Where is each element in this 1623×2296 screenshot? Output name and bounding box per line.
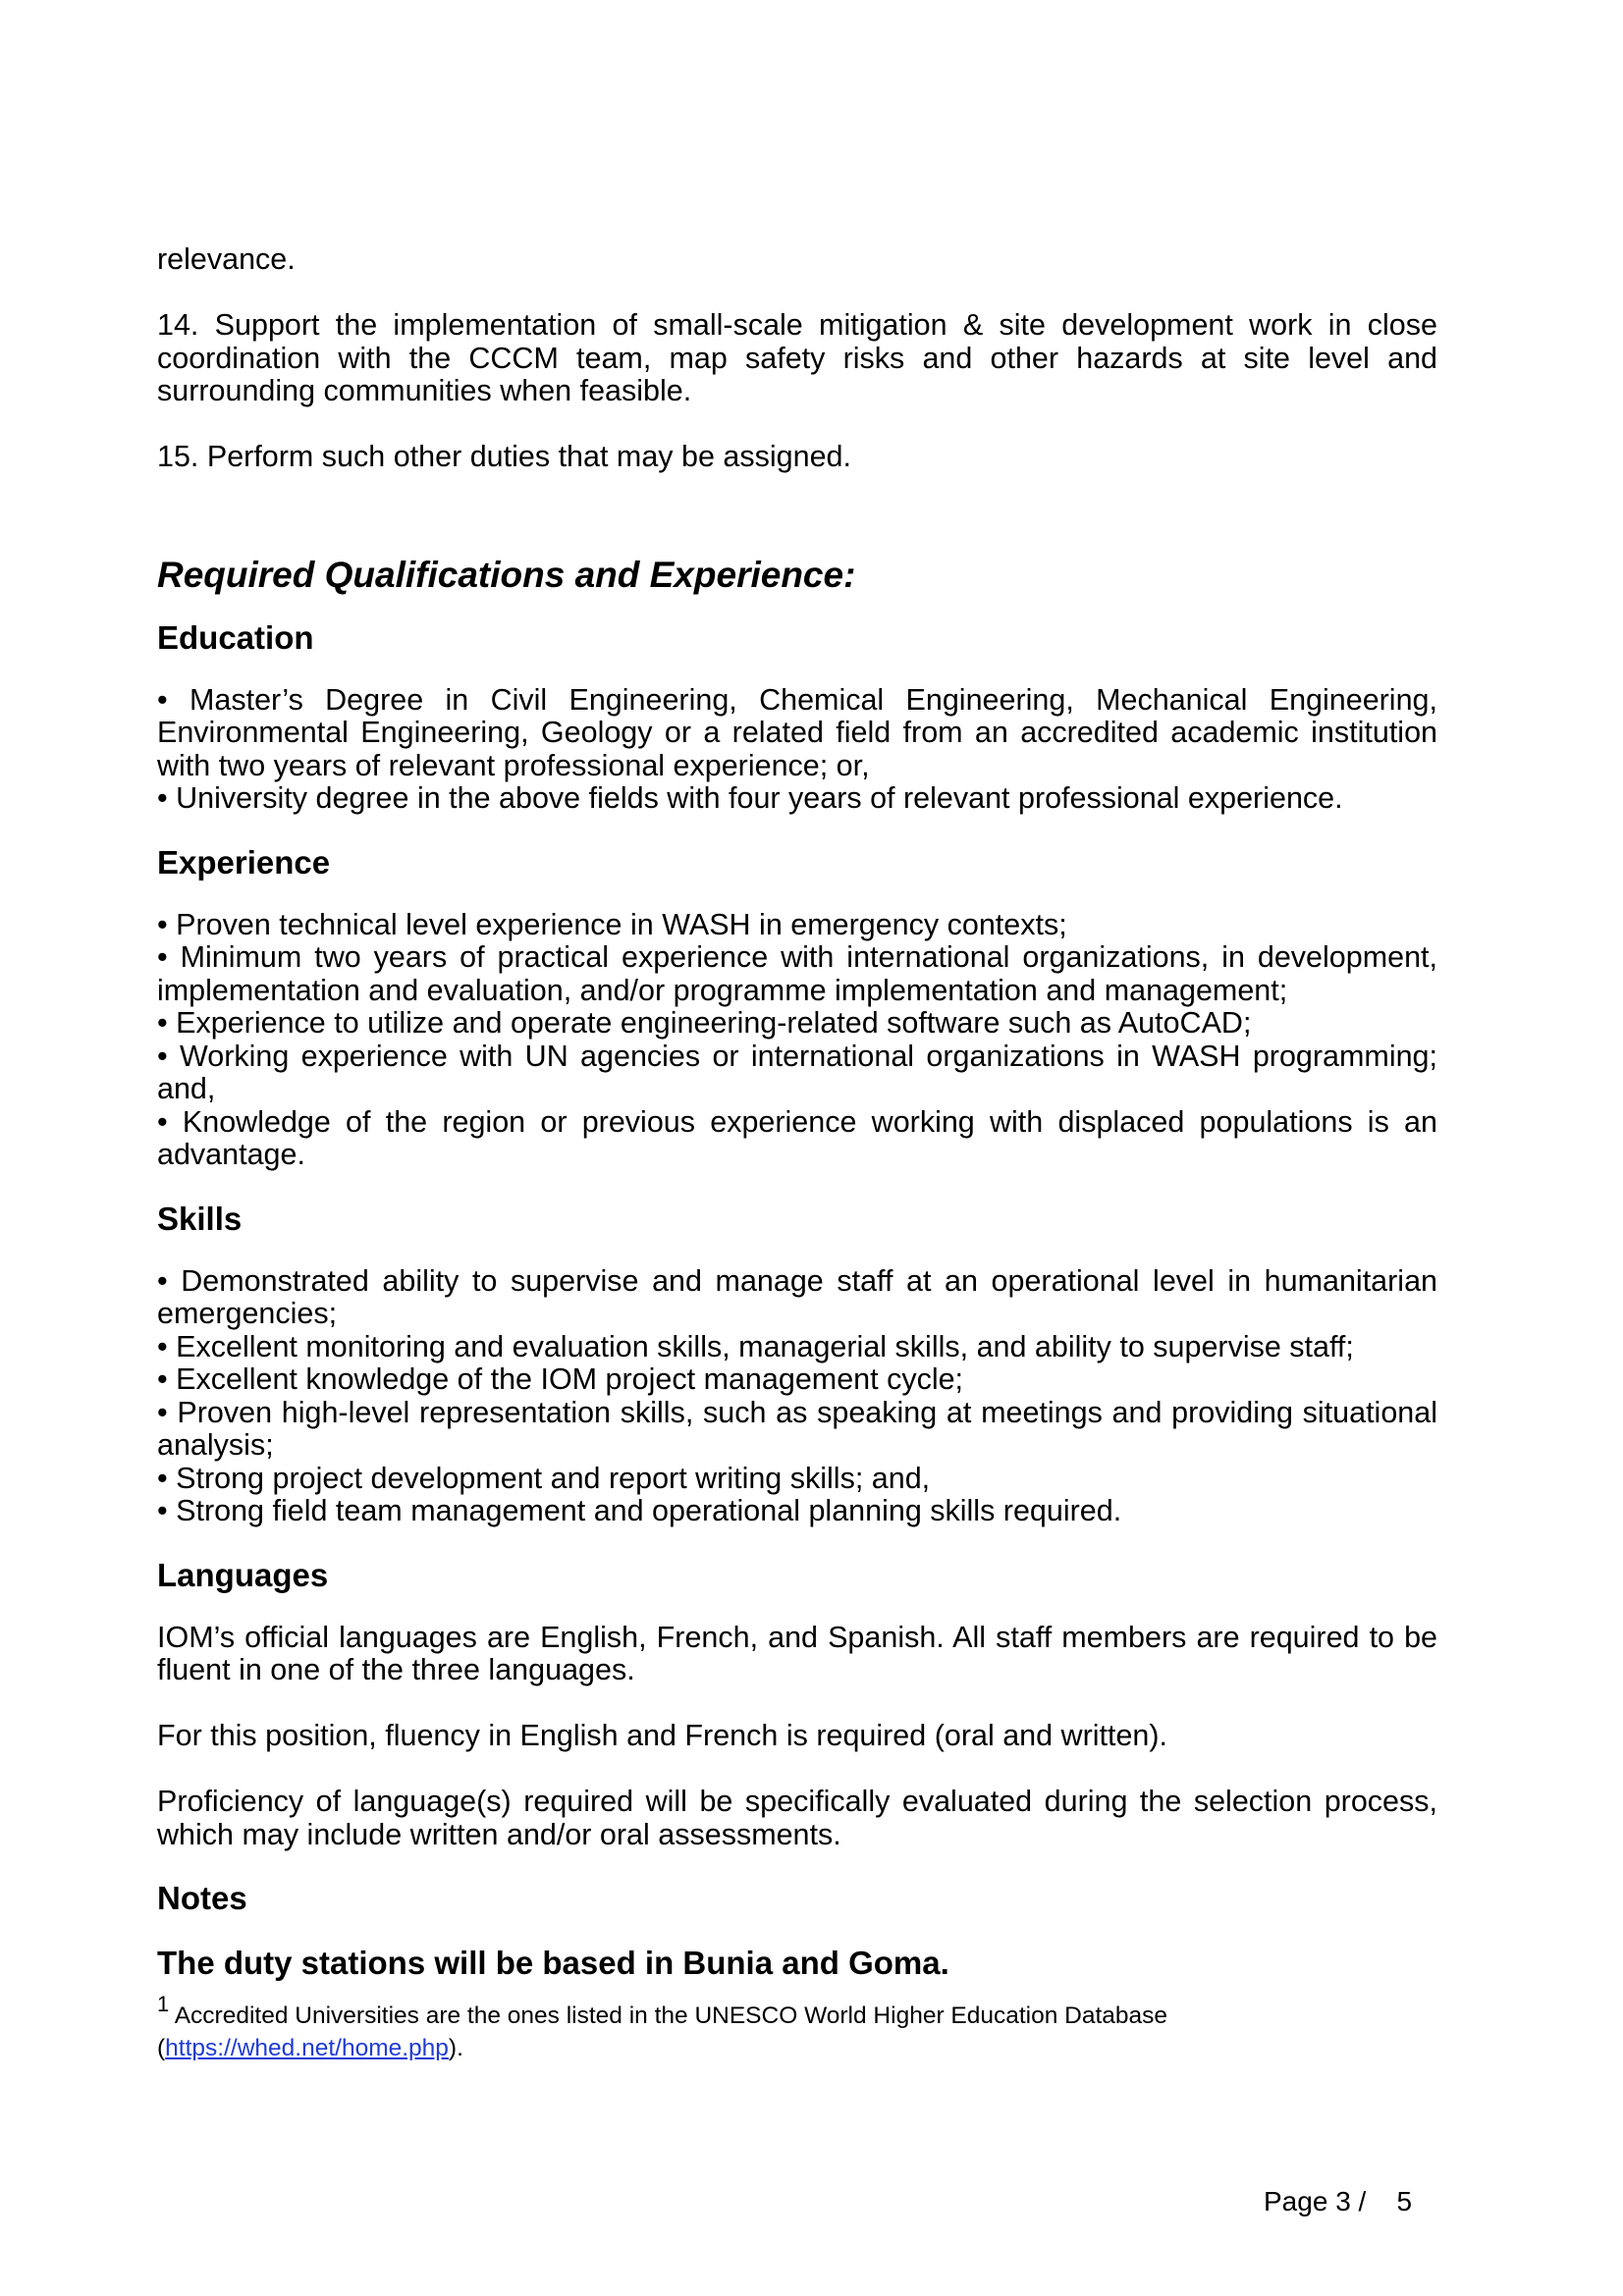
experience-item: • Minimum two years of practical experience with international organizations, in development, implementation and evaluation, and/or programme implementation and management; [157, 940, 1437, 1007]
total-pages: 5 [1396, 2186, 1413, 2216]
page-number [1264, 2186, 1412, 2217]
footnote-marker: 1 [157, 1992, 170, 2016]
experience-item: • Proven technical level experience in WASH in emergency contexts; [157, 907, 1067, 941]
experience-section [157, 844, 1437, 1172]
page-label: Page [1264, 2186, 1328, 2216]
experience-heading: Experience [157, 843, 331, 881]
education-list [157, 684, 1437, 816]
qualifications-heading: Required Qualifications and Experience: [157, 554, 856, 595]
languages-paragraph: IOM’s official languages are English, French, and Spanish. All staff members are required to be fluent in one of the three languages. [157, 1620, 1437, 1686]
skills-heading: Skills [157, 1200, 243, 1237]
languages-paragraph: For this position, fluency in English and French is required (oral and written). [157, 1719, 1168, 1752]
education-item: • Master’s Degree in Civil Engineering, Chemical Engineering, Mechanical Engineering, Environmental Engineering, Geology or a related field from an accredited academic institution with two years of relevant professional experience; or, [157, 682, 1437, 782]
experience-item: • Experience to utilize and operate engineering-related software such as AutoCAD; [157, 1006, 1252, 1040]
experience-item: • Working experience with UN agencies or international organizations in WASH programming; and, [157, 1039, 1437, 1105]
experience-list [157, 909, 1437, 1172]
skills-item: • Proven high-level representation skills, such as speaking at meetings and providing situational analysis; [157, 1395, 1437, 1462]
skills-section [157, 1201, 1437, 1528]
page-content [157, 243, 1437, 2064]
experience-item: • Knowledge of the region or previous experience working with displaced populations is an advantage. [157, 1104, 1437, 1171]
education-section [157, 619, 1437, 816]
current-page: 3 [1335, 2186, 1351, 2216]
notes-heading: Notes [157, 1880, 247, 1916]
duty-stations-statement: The duty stations will be based in Bunia and Goma. [157, 1945, 949, 1981]
languages-heading: Languages [157, 1556, 329, 1593]
skills-item: • Strong field team management and operational planning skills required. [157, 1494, 1122, 1527]
page-separator: / [1358, 2186, 1367, 2216]
footnote-text: Accredited Universities are the ones listed in the UNESCO World Higher Education Database [174, 2002, 1168, 2029]
duty-item-15: 15. Perform such other duties that may be assigned. [157, 440, 851, 473]
skills-list [157, 1265, 1437, 1528]
notes-section [157, 1880, 1437, 1982]
education-item: • University degree in the above fields with four years of relevant professional experience. [157, 781, 1343, 815]
footnote [157, 1992, 1437, 2064]
duty-item-14: 14. Support the implementation of small-scale mitigation & site development work in close coordination with the CCCM team, map safety risks and other hazards at site level and surrounding communities when feasible. [157, 308, 1437, 407]
education-heading: Education [157, 618, 314, 656]
skills-item: • Excellent monitoring and evaluation skills, managerial skills, and ability to supervise staff; [157, 1329, 1354, 1363]
languages-section [157, 1557, 1437, 1852]
footnote-open-paren: ( [157, 2035, 166, 2061]
footnote-close-paren: ). [448, 2035, 463, 2061]
languages-paragraph: Proficiency of language(s) required will be specifically evaluated during the selection process, which may include written and/or oral assessments. [157, 1785, 1437, 1851]
skills-item: • Strong project development and report writing skills; and, [157, 1461, 931, 1495]
whed-link[interactable]: https://whed.net/home.php [165, 2035, 449, 2061]
continued-line: relevance. [157, 242, 296, 276]
skills-item: • Demonstrated ability to supervise and manage staff at an operational level in humanitarian emergencies; [157, 1263, 1437, 1330]
skills-item: • Excellent knowledge of the IOM project management cycle; [157, 1362, 964, 1396]
